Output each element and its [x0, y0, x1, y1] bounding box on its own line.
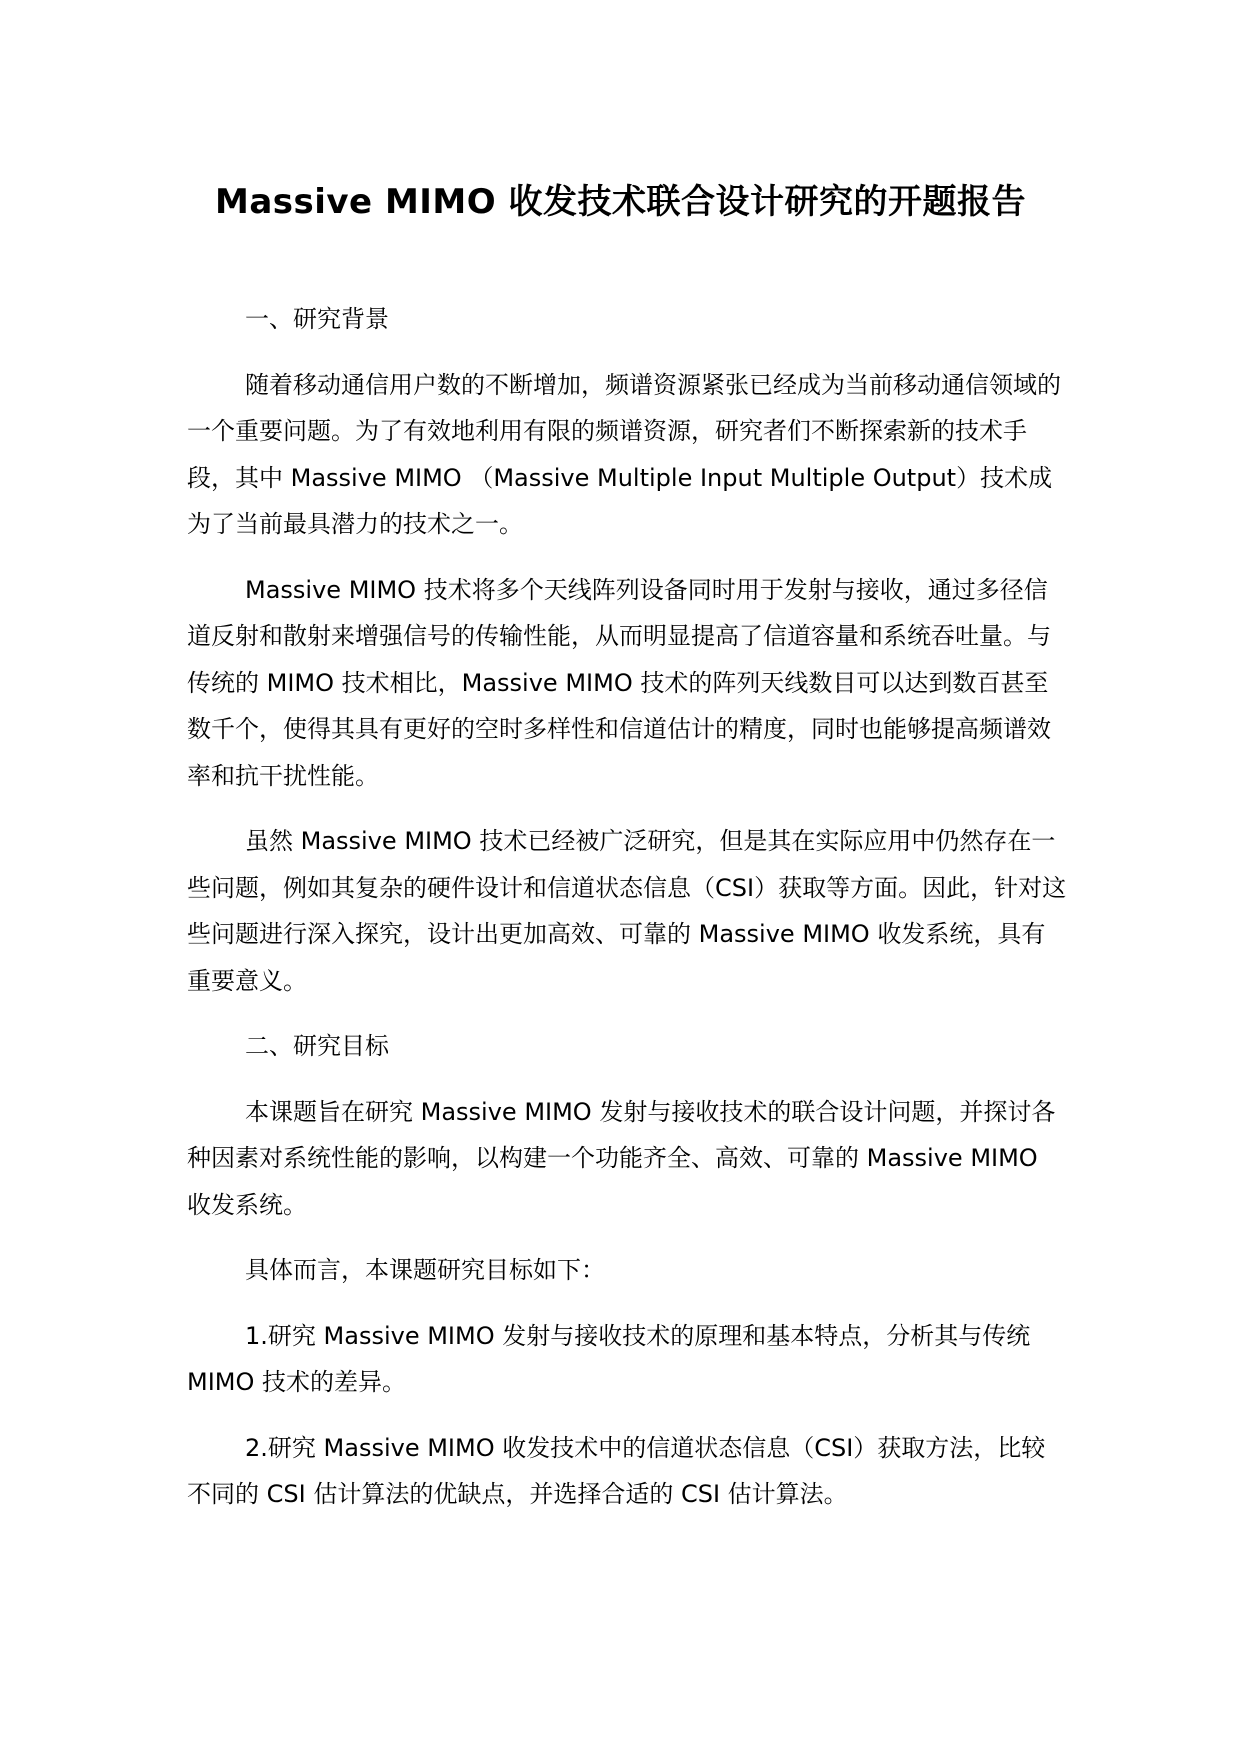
- document-title: Massive MIMO 收发技术联合设计研究的开题报告: [214, 182, 1027, 222]
- document-body: [187, 296, 1067, 1537]
- section-heading-background: 一、研究背景: [245, 305, 389, 333]
- paragraph-background-1: 随着移动通信用户数的不断增加，频谱资源紧张已经成为当前移动通信领域的一个重要问题。为了有效地利用有限的频谱资源，研究者们不断探索新的技术手段，其中 Massive MIMO （Massive Multiple Input Multiple Output）技术成为了当前最具潜力的技术之一。: [187, 370, 1061, 538]
- section-heading-objectives: 二、研究目标: [245, 1032, 389, 1060]
- paragraph-background-3: 虽然 Massive MIMO 技术已经被广泛研究，但是其在实际应用中仍然存在一些问题，例如其复杂的硬件设计和信道状态信息（CSI）获取等方面。因此，针对这些问题进行深入探究，设计出更加高效、可靠的 Massive MIMO 收发系统，具有重要意义。: [187, 827, 1067, 995]
- paragraph-objectives-1: 本课题旨在研究 Massive MIMO 发射与接收技术的联合设计问题，并探讨各种因素对系统性能的影响，以构建一个功能齐全、高效、可靠的 Massive MIMO 收发系统。: [187, 1097, 1056, 1219]
- paragraph-background-2: Massive MIMO 技术将多个天线阵列设备同时用于发射与接收，通过多径信道反射和散射来增强信号的传输性能，从而明显提高了信道容量和系统吞吐量。与传统的 MIMO 技术相比，Massive MIMO 技术的阵列天线数目可以达到数百甚至数千个，使得其具有更好的空时多样性和信道估计的精度，同时也能够提高频谱效率和抗干扰性能。: [187, 575, 1051, 790]
- paragraph-objectives-2: 具体而言，本课题研究目标如下：: [245, 1256, 605, 1284]
- objective-item-1: 1.研究 Massive MIMO 发射与接收技术的原理和基本特点，分析其与传统 MIMO 技术的差异。: [187, 1321, 1031, 1396]
- objective-item-2: 2.研究 Massive MIMO 收发技术中的信道状态信息（CSI）获取方法，比较不同的 CSI 估计算法的优缺点，并选择合适的 CSI 估计算法。: [187, 1433, 1046, 1508]
